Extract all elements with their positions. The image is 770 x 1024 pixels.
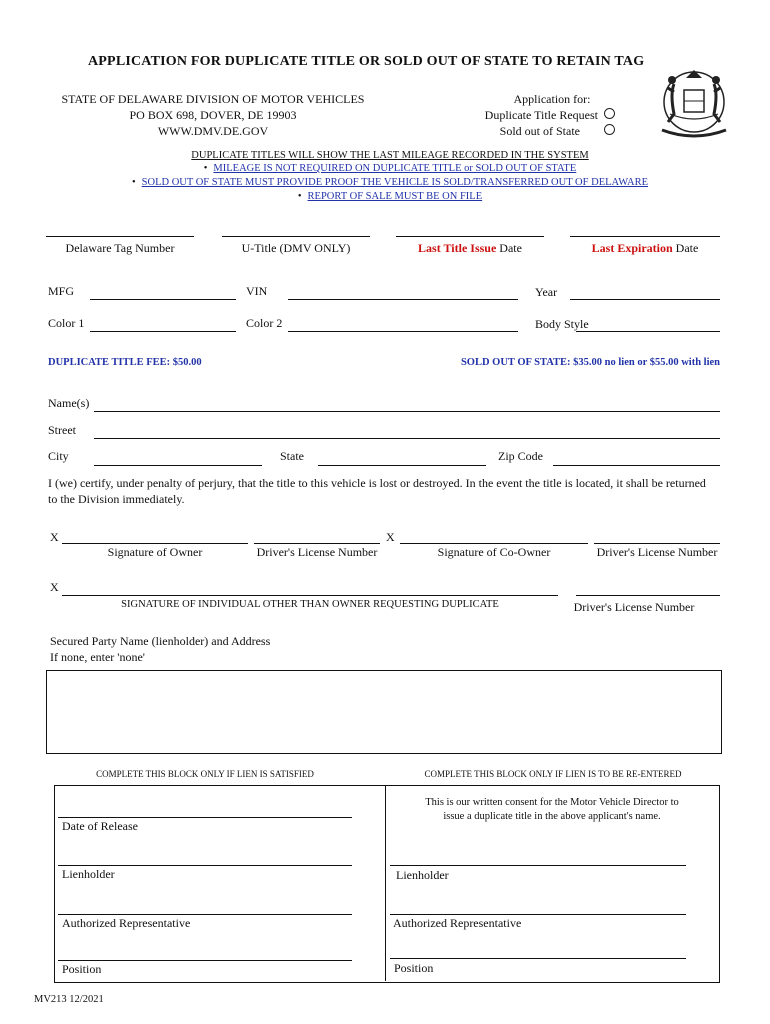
- vin-label: VIN: [246, 284, 268, 298]
- agency-name: STATE OF DELAWARE DIVISION OF MOTOR VEHICLES: [61, 92, 365, 106]
- secured-party-label: Secured Party Name (lienholder) and Address: [50, 634, 271, 648]
- color1-line[interactable]: [90, 331, 236, 332]
- notice-bullet-2-text: SOLD OUT OF STATE MUST PROVIDE PROOF THE VEHICLE IS SOLD/TRANSFERRED OUT OF DELAWARE: [141, 177, 649, 188]
- vin-line[interactable]: [288, 299, 518, 300]
- owner-x-mark: X: [50, 530, 59, 544]
- date-word-1: Date: [499, 241, 522, 255]
- lienholder-line-left[interactable]: [58, 865, 352, 866]
- duplicate-title-radio[interactable]: [604, 108, 615, 119]
- owner-signature-line[interactable]: [62, 543, 248, 544]
- city-line[interactable]: [94, 465, 262, 466]
- co-owner-signature-line[interactable]: [400, 543, 588, 544]
- other-signature-line[interactable]: [62, 595, 558, 596]
- utitle-line[interactable]: [222, 236, 370, 237]
- city-label: City: [48, 449, 69, 463]
- owner-signature-label: Signature of Owner: [107, 545, 203, 559]
- color1-label: Color 1: [48, 316, 85, 330]
- notice-bullet-1: [60, 163, 720, 174]
- lienholder-line-right[interactable]: [390, 865, 686, 866]
- co-owner-license-label: Driver's License Number: [596, 545, 718, 559]
- notice-bullet-1-text: MILEAGE IS NOT REQUIRED ON DUPLICATE TITLE or SOLD OUT OF STATE: [213, 163, 577, 174]
- state-label: State: [280, 449, 304, 463]
- zip-line[interactable]: [553, 465, 720, 466]
- last-title-issue-line[interactable]: [396, 236, 544, 237]
- date-word-2: Date: [675, 241, 699, 255]
- form-title: APPLICATION FOR DUPLICATE TITLE OR SOLD OUT OF STATE TO RETAIN TAG: [88, 54, 645, 69]
- last-expiration-line[interactable]: [570, 236, 720, 237]
- notice-bullet-2: [60, 177, 720, 188]
- agency-address: PO BOX 698, DOVER, DE 19903: [129, 108, 297, 122]
- application-for-label: Application for:: [513, 92, 591, 106]
- names-line[interactable]: [94, 411, 720, 412]
- utitle-label: U-Title (DMV ONLY): [241, 241, 351, 255]
- consent-text-1: This is our written consent for the Motor Vehicle Director to: [425, 797, 679, 808]
- date-of-release-label: Date of Release: [62, 819, 138, 833]
- position-label-right: Position: [394, 961, 434, 975]
- consent-text-2: issue a duplicate title in the above applicant's name.: [443, 811, 661, 822]
- position-line-right[interactable]: [390, 958, 686, 959]
- option-label-duplicate: Duplicate Title Request: [484, 108, 598, 122]
- year-label: Year: [535, 285, 558, 299]
- sold-out-of-state-radio[interactable]: [604, 124, 615, 135]
- last-title-issue-text: Last Title Issue: [418, 241, 497, 255]
- tag-number-line[interactable]: [46, 236, 194, 237]
- color2-label: Color 2: [246, 316, 283, 330]
- form-id: MV213 12/2021: [34, 994, 104, 1005]
- tag-number-label: Delaware Tag Number: [65, 241, 175, 255]
- street-label: Street: [48, 423, 76, 437]
- secured-party-textarea[interactable]: [46, 670, 722, 754]
- sold-out-fee: SOLD OUT OF STATE: $35.00 no lien or $55.00 with lien: [460, 357, 720, 368]
- option-label-sold: Sold out of State: [499, 124, 580, 138]
- year-line[interactable]: [570, 299, 720, 300]
- lien-block-divider: [385, 785, 386, 981]
- date-of-release-line[interactable]: [58, 817, 352, 818]
- authorized-rep-label-left: Authorized Representative: [62, 916, 191, 930]
- last-expiration-label: [570, 241, 720, 256]
- authorized-rep-label-right: Authorized Representative: [393, 916, 522, 930]
- state-line[interactable]: [318, 465, 486, 466]
- lienholder-label-left: Lienholder: [62, 867, 115, 881]
- names-label: Name(s): [48, 396, 90, 410]
- body-style-line[interactable]: [576, 331, 720, 332]
- lien-satisfied-header: COMPLETE THIS BLOCK ONLY IF LIEN IS SATISFIED: [96, 769, 314, 779]
- owner-license-line[interactable]: [254, 543, 380, 544]
- co-owner-signature-label: Signature of Co-Owner: [437, 545, 551, 559]
- delaware-seal-icon: [656, 64, 732, 140]
- body-style-label: Body Style: [535, 317, 589, 331]
- secured-party-hint: If none, enter 'none': [50, 650, 145, 664]
- lien-reentered-header: COMPLETE THIS BLOCK ONLY IF LIEN IS TO BE RE-ENTERED: [424, 769, 682, 779]
- street-line[interactable]: [94, 438, 720, 439]
- co-owner-license-line[interactable]: [594, 543, 720, 544]
- position-label-left: Position: [62, 962, 102, 976]
- other-x-mark: X: [50, 580, 59, 594]
- authorized-rep-line-right[interactable]: [390, 914, 686, 915]
- notice-bullet-3-text: REPORT OF SALE MUST BE ON FILE: [307, 191, 483, 202]
- other-license-line[interactable]: [576, 595, 720, 596]
- color2-line[interactable]: [288, 331, 518, 332]
- lienholder-label-right: Lienholder: [396, 868, 449, 882]
- zip-label: Zip Code: [498, 449, 543, 463]
- authorized-rep-line-left[interactable]: [58, 914, 352, 915]
- last-expiration-text: Last Expiration: [591, 241, 673, 255]
- agency-website: WWW.DMV.DE.GOV: [157, 124, 269, 138]
- mfg-line[interactable]: [90, 299, 236, 300]
- last-title-issue-label: [396, 241, 544, 256]
- other-license-label: Driver's License Number: [573, 600, 695, 614]
- mileage-notice: DUPLICATE TITLES WILL SHOW THE LAST MILEAGE RECORDED IN THE SYSTEM: [191, 150, 589, 161]
- other-signature-label: SIGNATURE OF INDIVIDUAL OTHER THAN OWNER REQUESTING DUPLICATE: [121, 599, 499, 610]
- mfg-label: MFG: [48, 284, 75, 298]
- position-line-left[interactable]: [58, 960, 352, 961]
- duplicate-fee: DUPLICATE TITLE FEE: $50.00: [48, 357, 202, 368]
- co-owner-x-mark: X: [386, 530, 395, 544]
- notice-bullet-3: [60, 191, 720, 202]
- owner-license-label: Driver's License Number: [256, 545, 378, 559]
- certification-text: I (we) certify, under penalty of perjury, that the title to this vehicle is lost or destroyed. In the event the title is located, it shall be returned to the Division immediately.: [48, 476, 706, 506]
